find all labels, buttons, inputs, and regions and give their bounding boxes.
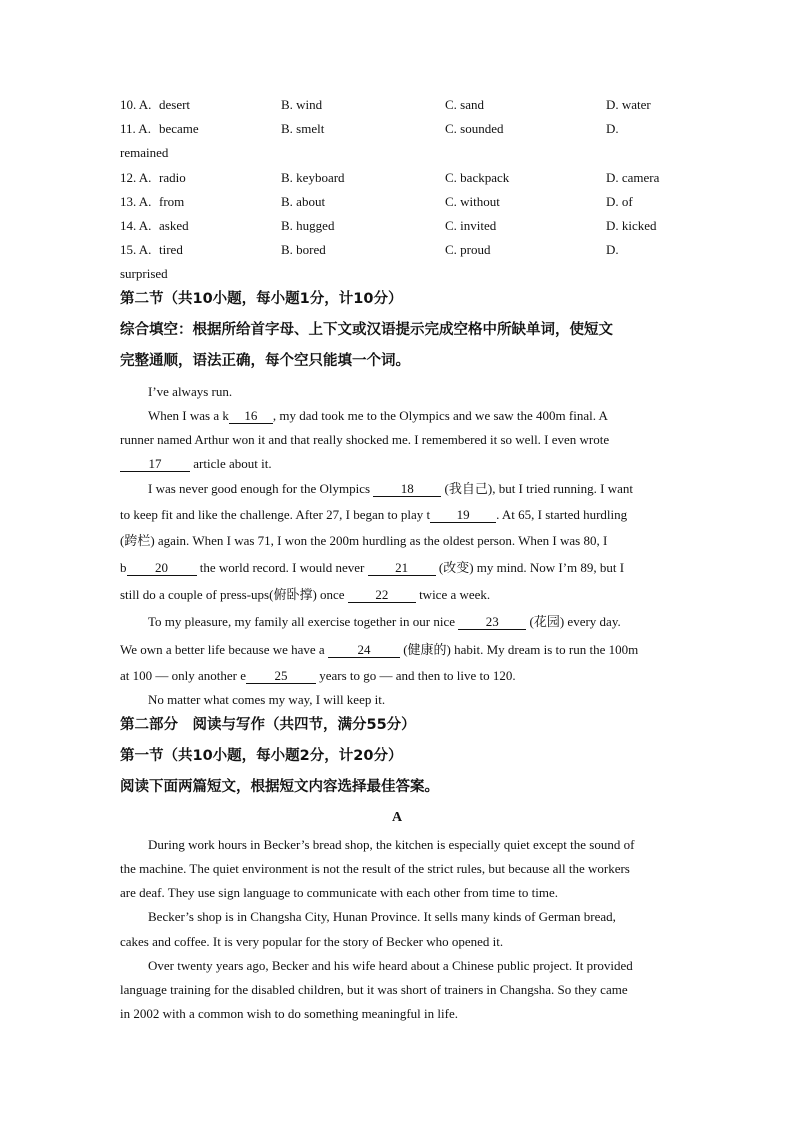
option-d-wrapped: remained <box>120 145 169 160</box>
section-instructions: 完整通顺，语法正确，每个空只能填一个词。 <box>120 353 410 369</box>
text: To my pleasure, my family all exercise together in our nice <box>148 614 459 629</box>
option-c: C. proud <box>445 242 491 257</box>
text: , my dad took me to the Olympics and we saw the 400m final. A <box>272 408 608 423</box>
text: I was never good enough for the Olympics <box>148 481 374 496</box>
passage-label: A <box>391 810 403 825</box>
blank-25: 25 <box>246 669 316 684</box>
part-heading: 第二部分 阅读与写作（共四节，满分55分） <box>120 717 416 733</box>
passage-line: language training for the disabled children, but it was short of trainers in Changsha. So they came <box>120 982 628 997</box>
option-a: desert <box>159 97 191 112</box>
passage-line: are deaf. They use sign language to communicate with each other from time to time. <box>120 885 559 900</box>
option-number: 14. A. <box>120 218 152 233</box>
cloze-line: runner named Arthur won it and that really shocked me. I remembered it so well. I even wrote <box>120 432 610 447</box>
option-c: C. sounded <box>445 121 504 136</box>
option-d: D. camera <box>606 170 660 185</box>
blank-22: 22 <box>348 588 416 603</box>
cloze-line <box>148 614 621 630</box>
blank-24: 24 <box>328 643 400 658</box>
option-d-wrapped: surprised <box>120 266 168 281</box>
blank-17: 17 <box>120 457 190 472</box>
cloze-paragraph: No matter what comes my way, I will keep it. <box>148 692 386 707</box>
cloze-line <box>120 560 624 576</box>
option-b: B. bored <box>281 242 326 257</box>
section-heading: 第一节（共10小题，每小题2分，计20分） <box>120 748 403 764</box>
text: twice a week. <box>415 587 491 602</box>
text: the world record. I would never <box>196 560 368 575</box>
cloze-line <box>120 507 627 523</box>
text: (我自己), but I tried running. I want <box>441 481 633 496</box>
text: . At 65, I started hurdling <box>496 507 628 522</box>
option-b: B. about <box>281 194 326 209</box>
option-number: 15. A. <box>120 242 152 257</box>
option-d: D. <box>606 242 619 257</box>
text: article about it. <box>190 456 272 471</box>
passage-line: During work hours in Becker’s bread shop, the kitchen is especially quiet except the sound of <box>148 837 635 852</box>
text: still do a couple of press-ups(俯卧撑) once <box>120 587 348 602</box>
blank-18: 18 <box>373 482 441 497</box>
section-instructions: 综合填空：根据所给首字母、上下文或汉语提示完成空格中所缺单词，使短文 <box>120 322 613 338</box>
passage-line: in 2002 with a common wish to do something meaningful in life. <box>120 1006 458 1021</box>
option-b: B. smelt <box>281 121 325 136</box>
option-d: D. <box>606 121 619 136</box>
blank-21: 21 <box>368 561 436 576</box>
blank-19: 19 <box>430 508 496 523</box>
blank-16: 16 <box>229 409 273 424</box>
option-b: B. hugged <box>281 218 335 233</box>
passage-line: Becker’s shop is in Changsha City, Hunan Province. It sells many kinds of German bread, <box>148 909 616 924</box>
option-number: 10. A. <box>120 97 152 112</box>
text: When I was a k <box>148 408 229 423</box>
text: b <box>120 560 127 575</box>
cloze-line: (跨栏) again. When I was 71, I won the 200m hurdling as the oldest person. When I was 80, I <box>120 533 608 548</box>
section-instructions: 阅读下面两篇短文，根据短文内容选择最佳答案。 <box>120 779 439 795</box>
section-heading: 第二节（共10小题，每小题1分，计10分） <box>120 291 403 307</box>
option-c: C. without <box>445 194 500 209</box>
passage-line: cakes and coffee. It is very popular for the story of Becker who opened it. <box>120 934 504 949</box>
option-number: 11. A. <box>120 121 151 136</box>
cloze-paragraph: I’ve always run. <box>148 384 233 399</box>
cloze-line <box>120 456 272 472</box>
text: (花园) every day. <box>526 614 621 629</box>
blank-20: 20 <box>127 561 197 576</box>
option-d: D. of <box>606 194 633 209</box>
text: We own a better life because we have a <box>120 642 328 657</box>
option-c: C. backpack <box>445 170 510 185</box>
text: to keep fit and like the challenge. After 27, I began to play t <box>120 507 431 522</box>
option-c: C. invited <box>445 218 497 233</box>
option-d: D. kicked <box>606 218 657 233</box>
text: years to go — and then to live to 120. <box>316 668 516 683</box>
option-b: B. wind <box>281 97 323 112</box>
text: at 100 — only another e <box>120 668 246 683</box>
cloze-line <box>120 587 490 603</box>
option-a: tired <box>159 242 183 257</box>
option-b: B. keyboard <box>281 170 345 185</box>
option-number: 13. A. <box>120 194 152 209</box>
option-a: asked <box>159 218 189 233</box>
passage-line: the machine. The quiet environment is not the result of the strict rules, but because all the workers <box>120 861 630 876</box>
blank-23: 23 <box>458 615 526 630</box>
option-c: C. sand <box>445 97 484 112</box>
cloze-line <box>148 481 633 497</box>
passage-line: Over twenty years ago, Becker and his wife heard about a Chinese public project. It provided <box>148 958 633 973</box>
text: (改变) my mind. Now I’m 89, but I <box>435 560 625 575</box>
cloze-line <box>120 642 638 658</box>
option-a: became <box>159 121 199 136</box>
option-a: from <box>159 194 185 209</box>
text: (健康的) habit. My dream is to run the 100m <box>399 642 639 657</box>
option-number: 12. A. <box>120 170 152 185</box>
cloze-line <box>120 668 516 684</box>
cloze-line <box>148 408 608 424</box>
option-d: D. water <box>606 97 651 112</box>
option-a: radio <box>159 170 186 185</box>
